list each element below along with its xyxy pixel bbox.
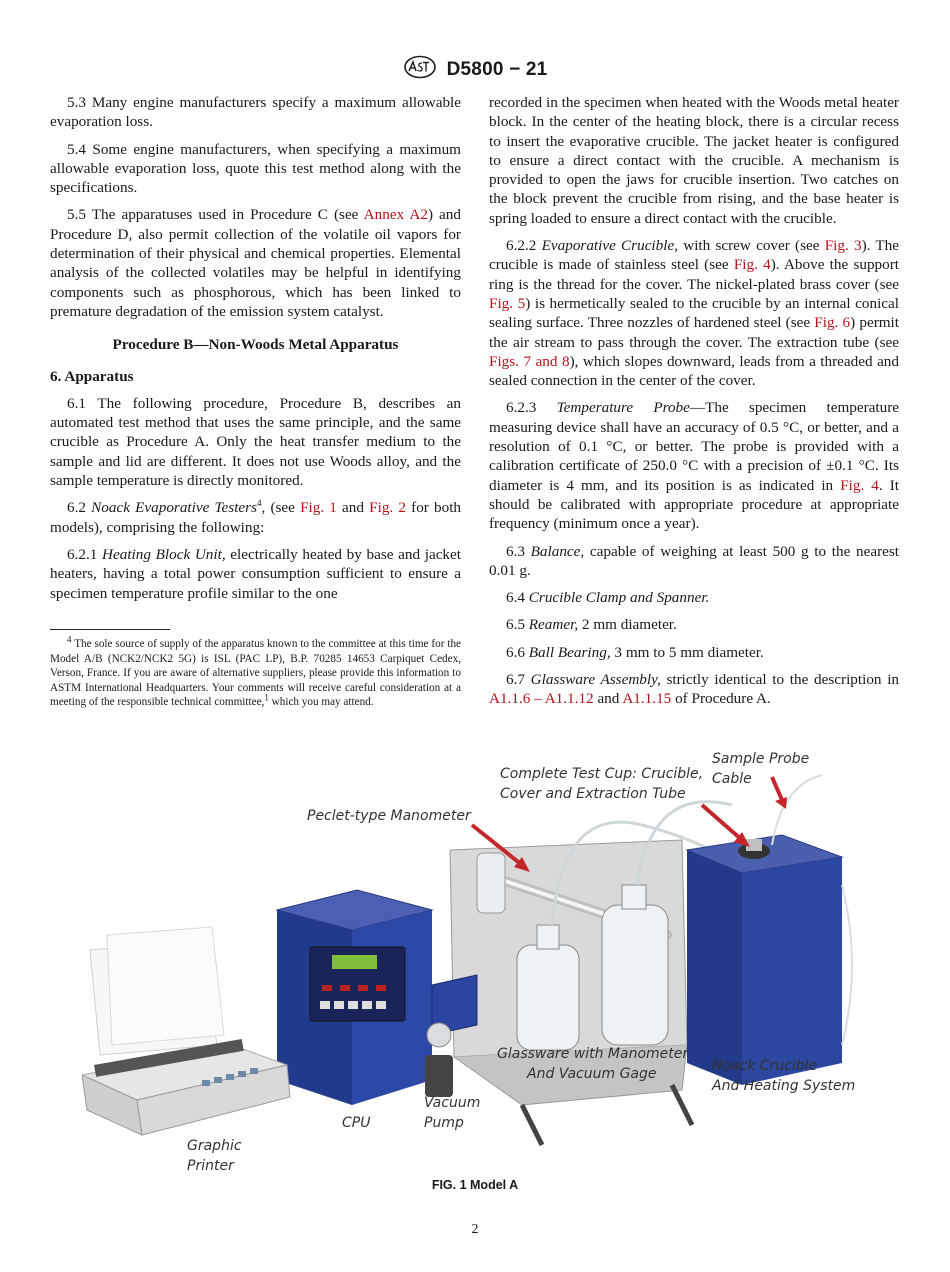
- para-6-7: 6.7 Glassware Assembly, strictly identical to the description in A1.1.6 – A1.1.12 and A1.1.15 of Procedure A.: [489, 671, 900, 708]
- para-5-4: 5.4 Some engine manufacturers, when specifying a maximum allowable evaporation loss, quote this test method along with the specifications.: [50, 140, 461, 197]
- label-vacuum-1: Vacuum: [424, 1095, 481, 1111]
- link-fig-2[interactable]: Fig. 2: [369, 499, 406, 517]
- section-heading: 6. Apparatus: [50, 367, 134, 385]
- label-printer-1: Graphic: [187, 1138, 242, 1154]
- para-6-6: 6.6 Ball Bearing, 3 mm to 5 mm diameter.: [506, 643, 764, 661]
- label-glassware-2: And Vacuum Gage: [527, 1066, 657, 1082]
- link-a1-1-6[interactable]: A1.1.6 – A1.1.12: [489, 690, 594, 708]
- left-column: [50, 93, 461, 611]
- label-vacuum-2: Pump: [424, 1115, 464, 1131]
- link-a1-1-15[interactable]: A1.1.15: [622, 690, 672, 708]
- link-fig-5[interactable]: Fig. 5: [489, 294, 526, 312]
- label-probe-1: Sample Probe: [712, 751, 810, 767]
- link-fig-1[interactable]: Fig. 1: [300, 499, 337, 517]
- label-printer-2: Printer: [187, 1158, 234, 1174]
- page-header: [0, 55, 950, 84]
- astm-logo-icon: [403, 55, 437, 84]
- para-continued: recorded in the specimen when heated with the Woods metal heater block. In the center of the heating block, there is a circular recess to insert the evaporative crucible. The jacket heater is configured to ensure a direct contact with the crucible. A mechanism is provided to open the jaws for crucible insertion. Two catches on the block prevent the crucible from rising, and the base heater is spring loaded to ensure a direct contact with the crucible.: [489, 94, 899, 227]
- para-5-5: 5.5 The apparatuses used in Procedure C (see Annex A2) and Procedure D, also permit collection of the volatile oil vapors for determination of their physical and chemical properties. Elemental analysis of the collected volatiles may be helpful in identifying components such as phosphorous, which has been linked to premature degradation of the emission system catalyst.: [50, 206, 461, 320]
- label-noack-1: Noack Crucible: [712, 1058, 818, 1074]
- label-glassware-1: Glassware with Manometer: [497, 1046, 689, 1062]
- label-manometer: Peclet-type Manometer: [307, 808, 471, 824]
- figure-caption: FIG. 1 Model A: [431, 1178, 519, 1192]
- para-5-3: 5.3 Many engine manufacturers specify a maximum allowable evaporation loss.: [50, 94, 461, 131]
- para-6-2-1: 6.2.1 Heating Block Unit, electrically heated by base and jacket heaters, having a total power consumption sufficient to ensure a specimen temperature profile similar to the one: [50, 545, 461, 602]
- designation: D5800 − 21: [446, 58, 548, 80]
- para-6-1: 6.1 The following procedure, Procedure B, describes an automated test method that uses the same principle, and the same crucible as Procedure A. Only the heat transfer medium to the sample and lid are different. It does not use Woods alloy, and the sample temperature is directly monitored.: [50, 394, 461, 490]
- page-number: 2: [471, 1222, 479, 1237]
- para-6-5: 6.5 Reamer, 2 mm diameter.: [506, 616, 677, 634]
- label-test-cup-2: Cover and Extraction Tube: [500, 786, 686, 802]
- link-fig-4b[interactable]: Fig. 4: [840, 476, 879, 494]
- footnote-ref[interactable]: 4: [257, 498, 262, 509]
- footnote-rule: [50, 629, 170, 630]
- para-6-3: 6.3 Balance, capable of weighing at least 500 g to the nearest 0.01 g.: [489, 542, 899, 579]
- label-probe-2: Cable: [712, 771, 752, 787]
- link-fig-3[interactable]: Fig. 3: [824, 237, 862, 255]
- label-cpu: CPU: [342, 1115, 371, 1131]
- label-noack-2: And Heating System: [712, 1078, 856, 1094]
- label-test-cup-1: Complete Test Cup: Crucible,: [500, 766, 704, 782]
- procedure-heading: Procedure B—Non-Woods Metal Apparatus: [112, 336, 399, 354]
- link-annex-a2[interactable]: Annex A2: [363, 206, 428, 224]
- footnote: $^4$ The sole source of supply of the apparatus known to the committee at this time for the Model A/B (NCK2/NCK2 5G) is ISL (PAC LP), B.P. 70285 14653 Carpiquet Cedex, Verson, France. If you are aware of alternative suppliers, please provide this information to ASTM International Headquarters. Your comments will receive careful consideration at a meeting of the responsible technical committee,$^1$ which you may attend.: [50, 634, 461, 709]
- link-figs-7-8[interactable]: Figs. 7 and 8: [489, 352, 570, 370]
- para-6-4: 6.4 Crucible Clamp and Spanner.: [506, 589, 710, 607]
- para-6-2: 6.2 Noack Evaporative Testers$^4$, (see Fig. 1 and Fig. 2 for both models), comprising the following:: [50, 498, 462, 536]
- link-fig-6[interactable]: Fig. 6: [814, 314, 851, 332]
- figure-model-a: [82, 745, 862, 1185]
- link-fig-4[interactable]: Fig. 4: [733, 256, 771, 274]
- para-6-2-2: 6.2.2 Evaporative Crucible, with screw cover (see Fig. 3). The crucible is made of stainless steel (see Fig. 4). Above the support ring is the thread for the cover. The nickel-plated brass cover (see Fig. 5) is hermetically sealed to the crucible by an internal conical sealing surface. Three nozzles of hardened steel (see Fig. 6) permit the air stream to pass through the cover. The extraction tube (see Figs. 7 and 8), which slopes downward, leads from a threaded and sealed connection in the center of the cover.: [489, 237, 900, 390]
- right-column: [489, 93, 899, 717]
- para-6-2-3: 6.2.3 Temperature Probe—The specimen temperature measuring device shall have an accuracy of 0.5 °C, or better, and a resolution of 0.1 °C, or better. The probe is provided with a calibration certificate of 250.0 °C with a precision of ±0.1 °C. Its diameter is 4 mm, and its position is as indicated in Fig. 4. It should be calibrated with appropriate procedure at appropriate frequency (minimum once a year).: [489, 399, 900, 533]
